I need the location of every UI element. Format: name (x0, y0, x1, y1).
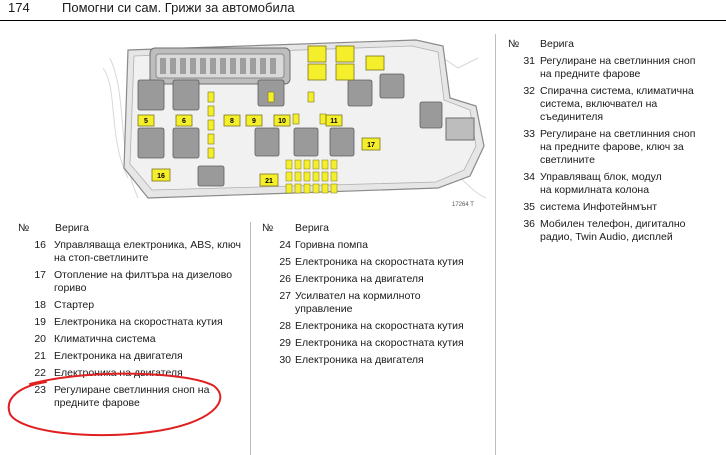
table-row-highlighted (18, 384, 248, 410)
fuse-table-col3 (508, 38, 718, 248)
fuse-label-6: 6 (182, 118, 186, 125)
number-header: № (262, 222, 274, 234)
table-header (18, 222, 248, 236)
row-text: Мобилен телефон, дигитално радио, Twin Audio, дисплей (540, 218, 686, 243)
row-text: Електроника на скоростната кутия (295, 320, 464, 332)
header-rule (0, 20, 726, 21)
table-row (18, 299, 248, 312)
row-number: 24 (279, 239, 291, 251)
row-text: Управляваща електроника, ABS, ключ на стоп-светлините (54, 239, 242, 264)
fuse-label-16: 16 (157, 173, 165, 180)
table-row (18, 239, 248, 265)
fuse-label-10: 10 (278, 118, 286, 125)
row-number: 16 (34, 239, 46, 251)
row-text: Горивна помпа (295, 239, 368, 251)
fuse-label-9: 9 (252, 118, 256, 125)
row-text: Електроника на двигателя (295, 354, 424, 366)
circuit-header: Верига (540, 38, 574, 50)
row-number: 28 (279, 320, 291, 332)
row-number: 36 (523, 218, 535, 230)
circuit-header: Верига (295, 222, 329, 234)
row-text: Електроника на двигателя (54, 350, 183, 362)
fuse-label-5: 5 (144, 118, 148, 125)
row-number: 33 (523, 128, 535, 140)
row-number: 21 (34, 350, 46, 362)
table-row (262, 337, 492, 350)
row-text: Климатична система (54, 333, 156, 345)
row-number: 29 (279, 337, 291, 349)
circuit-header: Верига (55, 222, 89, 234)
row-number: 27 (279, 290, 291, 302)
row-text: Електроника на двигателя (295, 273, 424, 285)
table-row (262, 273, 492, 286)
divider-left (250, 222, 251, 455)
row-text: система Инфотейнмънт (540, 201, 658, 213)
table-row (262, 354, 492, 367)
fuse-label-8: 8 (230, 118, 234, 125)
row-text: Регулиране на светлинния сноп на предните фарове, ключ за светлините (540, 128, 696, 166)
row-number: 18 (34, 299, 46, 311)
table-row (508, 218, 708, 244)
row-text: Електроника на двигателя (54, 367, 183, 379)
table-row (508, 85, 704, 124)
fuse-table-col1 (18, 222, 248, 414)
row-text: Регулиране светлинния сноп на предните фарове (54, 384, 210, 409)
row-text: Стартер (54, 299, 95, 311)
row-number: 30 (279, 354, 291, 366)
row-text: Регулиране на светлинния сноп на предните фарове (540, 55, 696, 80)
row-number: 22 (34, 367, 46, 379)
row-text: Отопление на филтъра на дизелово гориво (54, 269, 233, 294)
table-header (508, 38, 718, 52)
table-row (508, 128, 708, 167)
row-number: 26 (279, 273, 291, 285)
row-number: 25 (279, 256, 291, 268)
table-row (262, 256, 492, 269)
table-row (508, 201, 718, 214)
table-row (18, 316, 248, 329)
table-header (262, 222, 492, 236)
row-text: Управляващ блок, модул на кормилната колона (540, 171, 662, 196)
row-number: 32 (523, 85, 535, 97)
row-number: 34 (523, 171, 535, 183)
fuse-label-11: 11 (330, 118, 338, 125)
divider-right (495, 34, 496, 455)
row-number: 23 (34, 384, 46, 396)
row-text: Електроника на скоростната кутия (295, 337, 464, 349)
fuse-box-diagram (98, 28, 486, 214)
table-row (18, 350, 248, 363)
table-row (18, 269, 248, 295)
row-text: Спирачна система, климатична система, включвател на съединителя (540, 85, 694, 123)
page-header (0, 0, 726, 22)
fuse-label-17: 17 (367, 142, 375, 149)
table-row (508, 55, 708, 81)
row-number: 35 (523, 201, 535, 213)
number-header: № (508, 38, 520, 50)
table-row (18, 367, 248, 380)
number-header: № (18, 222, 30, 234)
table-row (262, 290, 422, 316)
row-number: 17 (34, 269, 46, 281)
figure-label: 17264 T (452, 202, 474, 208)
row-number: 20 (34, 333, 46, 345)
table-row (18, 333, 248, 346)
row-text: Електроника на скоростната кутия (54, 316, 223, 328)
row-text: Усилвател на кормилното управление (295, 290, 421, 315)
row-number: 31 (523, 55, 535, 67)
fuse-label-21: 21 (265, 178, 273, 185)
table-row (262, 320, 492, 333)
table-row (262, 239, 492, 252)
fuse-table-col2 (262, 222, 492, 371)
row-text: Електроника на скоростната кутия (295, 256, 464, 268)
page-title: Помогни си сам. Грижи за автомобила (62, 0, 295, 15)
row-number: 19 (34, 316, 46, 328)
table-row (508, 171, 673, 197)
page-number: 174 (8, 0, 30, 15)
